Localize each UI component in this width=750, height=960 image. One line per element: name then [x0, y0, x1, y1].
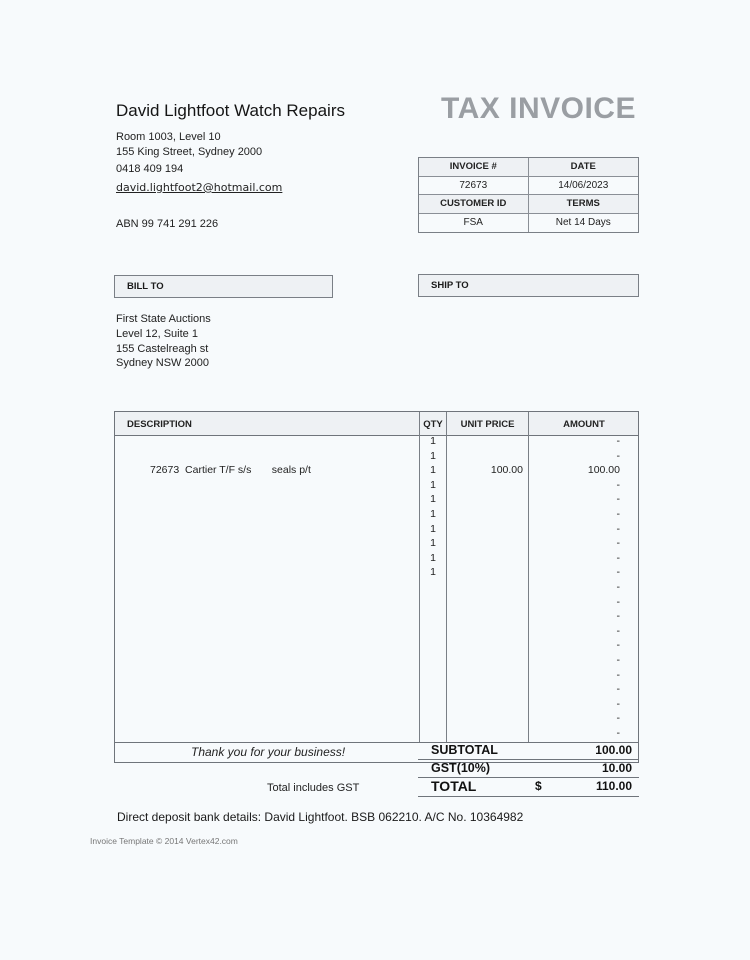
unit-price-header: UNIT PRICE: [460, 418, 515, 430]
line-item-amount: -: [616, 683, 620, 696]
line-item-qty: 1: [430, 551, 436, 564]
bill-to-header: BILL TO: [114, 275, 333, 298]
document-title: TAX INVOICE: [441, 92, 636, 125]
line-item-amount: -: [616, 727, 620, 739]
line-item-amount: -: [616, 566, 620, 579]
line-item-amount: -: [616, 668, 620, 681]
meta-header-row: [419, 195, 638, 214]
line-item-amount: -: [616, 522, 620, 535]
company-phone: 0418 409 194: [116, 163, 184, 175]
company-email[interactable]: david.lightfoot2@hotmail.com: [116, 181, 283, 194]
invoice-number: 72673: [419, 177, 529, 195]
line-item-qty: 1: [430, 537, 436, 550]
line-item-amount: -: [616, 639, 620, 652]
total-value: 110.00: [595, 779, 632, 793]
line-item-amount: -: [616, 610, 620, 623]
line-item-amount: -: [616, 595, 620, 608]
invoice-number-label: INVOICE #: [419, 158, 529, 176]
line-item-qty: 1: [430, 493, 436, 506]
total-label: TOTAL: [431, 778, 477, 794]
customer-id: FSA: [419, 214, 529, 233]
company-abn: ABN 99 741 291 226: [116, 218, 219, 230]
line-item-qty: 1: [430, 449, 436, 462]
invoice-date: 14/06/2023: [558, 179, 609, 191]
line-item-qty: 1: [430, 435, 436, 447]
payment-terms: Net 14 Days: [555, 217, 611, 229]
line-item-unit-price: 100.00: [490, 464, 523, 476]
qty-header: QTY: [423, 418, 443, 430]
subtotal-row: [418, 742, 639, 760]
items-header-row: [115, 412, 638, 436]
line-item-amount: -: [616, 478, 620, 491]
gst-value: 10.00: [601, 761, 632, 775]
terms-label: TERMS: [566, 198, 600, 210]
subtotal-value: 100.00: [595, 743, 632, 757]
line-item-amount: -: [616, 537, 620, 550]
line-item-qty: 1: [430, 522, 436, 535]
line-item-amount: -: [616, 551, 620, 564]
gst-note: Total includes GST: [267, 782, 360, 794]
customer-id-label: CUSTOMER ID: [419, 195, 529, 213]
meta-value-row: [419, 177, 638, 196]
gst-label: GST(10%): [431, 761, 491, 775]
currency-symbol: $: [535, 779, 542, 793]
line-item-amount: -: [616, 654, 620, 666]
column-divider: [446, 412, 447, 742]
total-row: [418, 778, 639, 797]
subtotal-label: SUBTOTAL: [431, 743, 498, 757]
company-name: David Lightfoot Watch Repairs: [116, 101, 345, 120]
line-item-qty: 1: [430, 508, 436, 520]
invoice-meta-table: [418, 157, 639, 233]
company-address-line: 155 King Street, Sydney 2000: [116, 146, 263, 158]
bill-to-line: Sydney NSW 2000: [116, 357, 209, 369]
line-item-amount: -: [616, 624, 620, 637]
company-address-line: Room 1003, Level 10: [116, 131, 221, 143]
template-credit: Invoice Template © 2014 Vertex42.com: [90, 836, 238, 846]
line-item-amount: -: [616, 581, 620, 593]
line-item-amount: -: [616, 449, 620, 462]
line-item-amount: -: [616, 493, 620, 506]
gst-row: [418, 760, 639, 778]
bill-to-line: Level 12, Suite 1: [116, 328, 198, 340]
totals-block: [418, 742, 639, 797]
thank-you-note: Thank you for your business!: [191, 745, 346, 759]
description-header: DESCRIPTION: [127, 418, 192, 430]
meta-value-row: [419, 214, 638, 233]
bill-to-line: 155 Castelreagh st: [116, 343, 209, 355]
line-item-amount: -: [616, 435, 620, 447]
amount-header: AMOUNT: [563, 418, 605, 430]
line-item-description: 72673 Cartier T/F s/s seals p/t: [150, 464, 311, 476]
meta-header-row: [419, 158, 638, 177]
line-item-amount: -: [616, 508, 620, 520]
date-label: DATE: [570, 161, 596, 173]
line-item-amount: -: [616, 697, 620, 710]
line-item-qty: 1: [430, 478, 436, 491]
line-item-qty: 1: [430, 464, 436, 477]
bill-to-line: First State Auctions: [116, 313, 211, 325]
column-divider: [528, 412, 529, 742]
bank-details: Direct deposit bank details: David Lightfoot. BSB 062210. A/C No. 10364982: [117, 810, 524, 824]
line-item-amount: 100.00: [587, 464, 620, 477]
ship-to-header: SHIP TO: [418, 274, 639, 297]
line-item-qty: 1: [430, 566, 436, 579]
line-items-table: [114, 411, 639, 763]
line-item-amount: -: [616, 712, 620, 725]
